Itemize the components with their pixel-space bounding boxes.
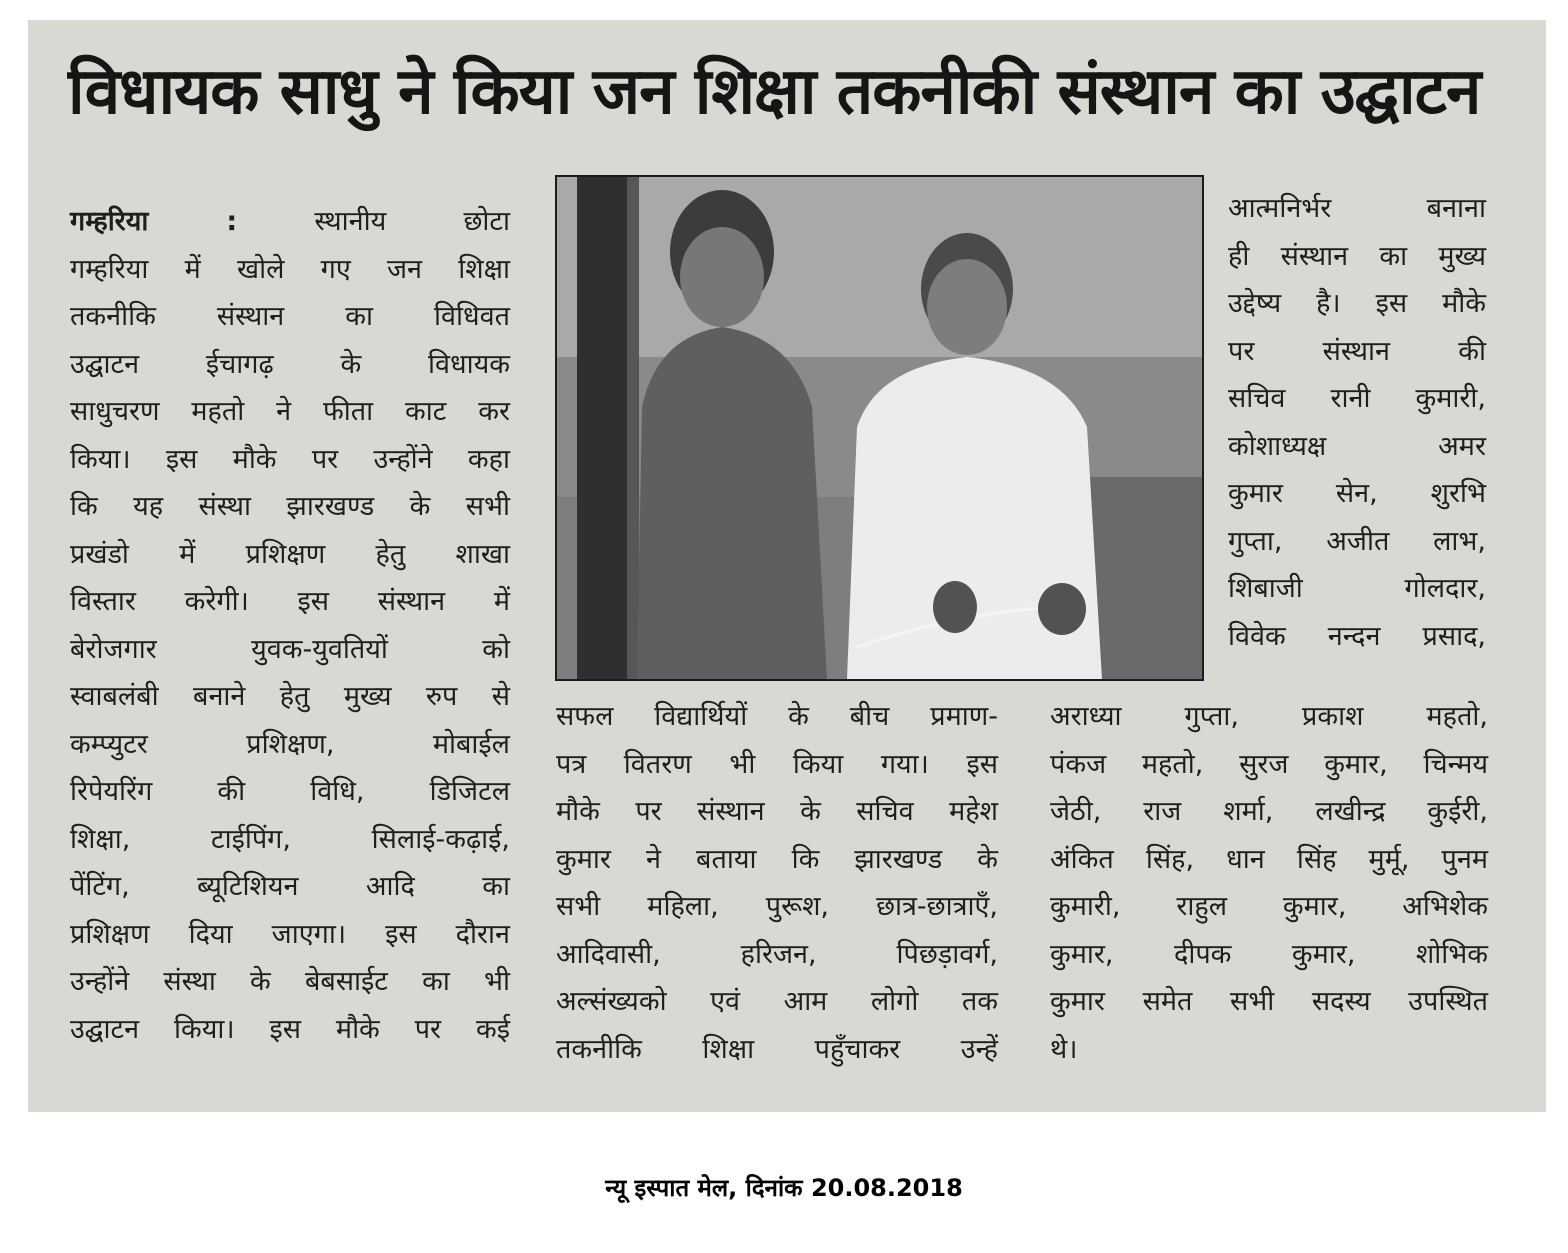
article-line: कुमार समेत सभी सदस्य उपस्थित xyxy=(1050,986,1488,1017)
article-line: जेठी, राज शर्मा, लखीन्द्र कुईरी, xyxy=(1050,796,1488,827)
article-line: कोशाध्यक्ष अमर xyxy=(1228,430,1486,462)
article-line xyxy=(70,198,510,246)
article-line: प्रखंडो में प्रशिक्षण हेतु शाखा xyxy=(70,538,510,570)
article-line: तकनीकि शिक्षा पहुँचाकर उन्हें xyxy=(556,1033,998,1065)
article-line: उद्घाटन किया। इस मौके पर कई xyxy=(70,1013,510,1045)
article-line: साधुचरण महतो ने फीता काट कर xyxy=(70,396,510,427)
article-line: मौके पर संस्थान के सचिव महेश xyxy=(556,796,998,827)
headline: विधायक साधु ने किया जन शिक्षा तकनीकी संस्थान का उद्घाटन xyxy=(68,55,1481,129)
article-column-4 xyxy=(1050,693,1488,1073)
article-line: पर संस्थान की xyxy=(1228,335,1486,367)
article-line: थे। xyxy=(1050,1033,1078,1065)
article-line: अंकित सिंह, धान सिंह मुर्मू, पुनम xyxy=(1050,843,1488,875)
article-line: सभी महिला, पुरूश, छात्र-छात्राएँ, xyxy=(556,891,998,922)
article-line: उद्घाटन ईचागढ़ के विधायक xyxy=(70,348,510,380)
article-column-3 xyxy=(1228,185,1486,660)
article-line: आत्मनिर्भर बनाना xyxy=(1228,193,1486,224)
article-line: विस्तार करेगी। इस संस्थान में xyxy=(70,586,510,617)
article-line: पंकज महतो, सुरज कुमार, चिन्मय xyxy=(1050,748,1488,780)
article-line: उद्देष्य है। इस मौके xyxy=(1228,288,1486,319)
article-line: अल्संख्यको एवं आम लोगो तक xyxy=(556,986,998,1017)
article-line: अराध्या गुप्ता, प्रकाश महतो, xyxy=(1050,701,1488,732)
dateline: गम्हरिया : xyxy=(70,206,238,237)
article-line: विवेक नन्दन प्रसाद, xyxy=(1228,620,1486,652)
article-line: स्वाबलंबी बनाने हेतु मुख्य रुप से xyxy=(70,681,510,712)
article-line: सचिव रानी कुमारी, xyxy=(1228,383,1486,414)
article-line: प्रशिक्षण दिया जाएगा। इस दौरान xyxy=(70,918,510,950)
article-line: कि यह संस्था झारखण्ड के सभी xyxy=(70,491,510,522)
article-line: पेंटिंग, ब्यूटिशियन आदि का xyxy=(70,871,510,902)
ribbon-cutting-photo xyxy=(557,177,1202,679)
newspaper-clipping xyxy=(28,20,1546,1112)
article-line: उन्होंने संस्था के बेबसाईट का भी xyxy=(70,966,510,997)
news-photo xyxy=(555,175,1204,681)
article-line: शिक्षा, टाईपिंग, सिलाई-कढ़ाई, xyxy=(70,823,510,855)
article-line: पत्र वितरण भी किया गया। इस xyxy=(556,748,998,780)
article-line: कुमार सेन, शुरभि xyxy=(1228,478,1486,509)
article-line: रिपेयरिंग की विधि, डिजिटल xyxy=(70,776,510,807)
article-column-1 xyxy=(70,198,510,1053)
article-line-text: स्थानीय छोटा xyxy=(314,206,510,237)
article-line: ही संस्थान का मुख्य xyxy=(1228,240,1486,272)
article-line: बेरोजगार युवक-युवतियों को xyxy=(70,633,510,665)
article-line: सफल विद्यार्थियों के बीच प्रमाण- xyxy=(556,701,998,732)
article-line: कम्प्युटर प्रशिक्षण, मोबाईल xyxy=(70,728,510,760)
article-line: आदिवासी, हरिजन, पिछड़ावर्ग, xyxy=(556,938,998,970)
article-line: कुमार ने बताया कि झारखण्ड के xyxy=(556,843,998,875)
article-line: गम्हरिया में खोले गए जन शिक्षा xyxy=(70,253,510,285)
article-line: तकनीकि संस्थान का विधिवत xyxy=(70,301,510,332)
article-line: कुमारी, राहुल कुमार, अभिशेक xyxy=(1050,891,1488,922)
article-line: गुप्ता, अजीत लाभ, xyxy=(1228,525,1486,557)
article-column-2 xyxy=(556,693,998,1073)
article-line: शिबाजी गोलदार, xyxy=(1228,573,1486,604)
source-caption: न्यू इस्पात मेल, दिनांक 20.08.2018 xyxy=(605,1174,963,1202)
article-line: कुमार, दीपक कुमार, शोभिक xyxy=(1050,938,1488,970)
article-line: किया। इस मौके पर उन्होंने कहा xyxy=(70,443,510,475)
